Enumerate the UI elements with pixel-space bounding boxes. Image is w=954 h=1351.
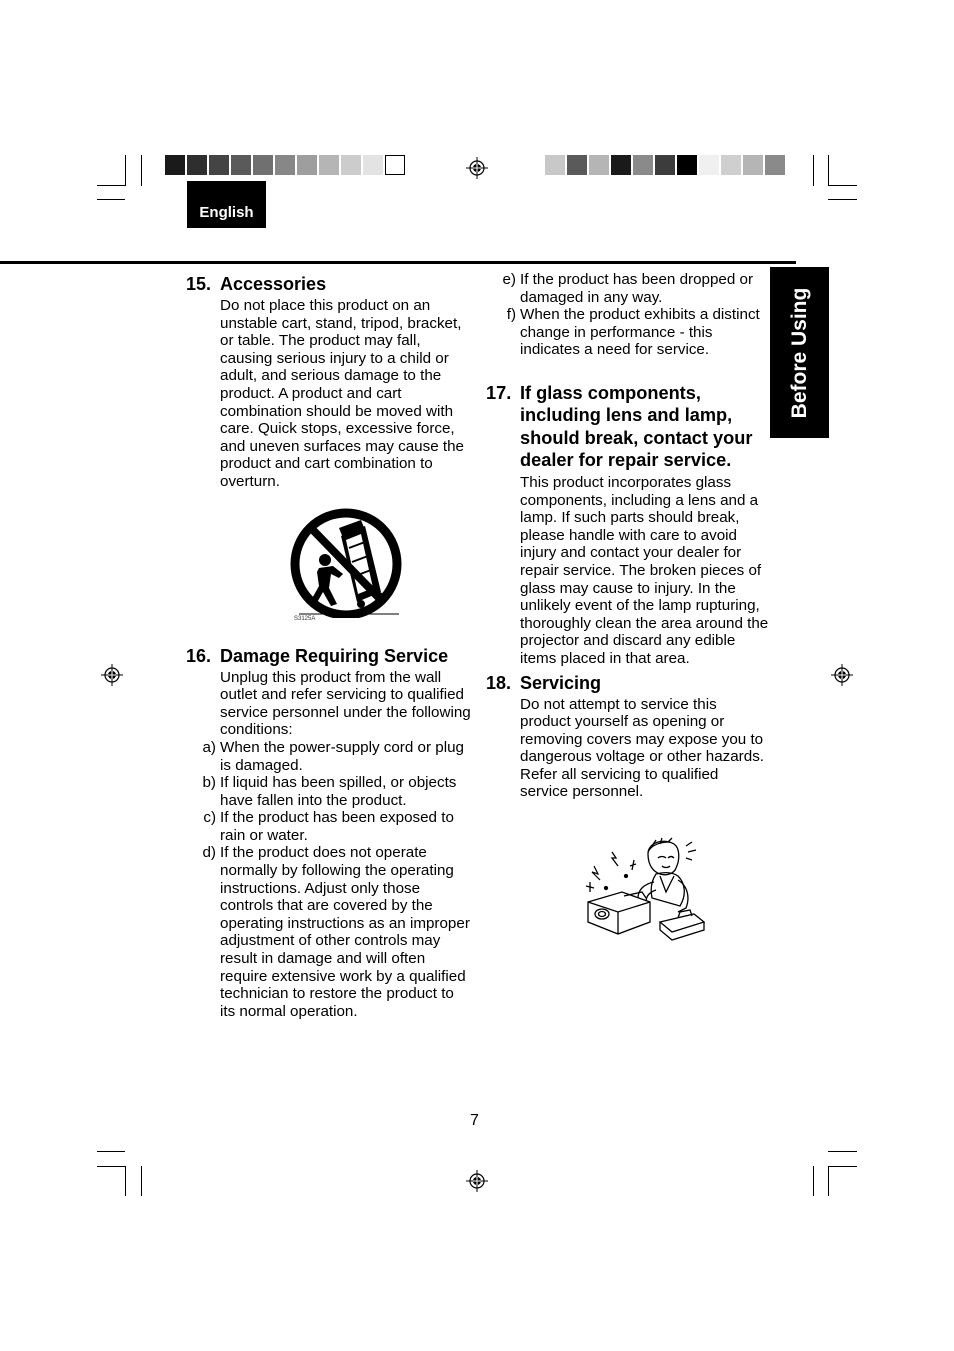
list-item-label: e) <box>502 271 516 288</box>
man-repairing-projector-icon <box>582 836 710 949</box>
section-title: Accessories <box>220 274 327 294</box>
list-item-label: b) <box>202 774 216 792</box>
section-number: 17. <box>486 382 512 403</box>
color-swatch <box>319 155 339 175</box>
header-rule <box>0 261 796 264</box>
color-calibration-strip-right <box>545 155 787 175</box>
registration-mark-icon <box>466 157 488 179</box>
cart-tipover-warning-icon <box>289 508 403 623</box>
list-item <box>186 774 471 809</box>
color-swatch <box>743 155 763 175</box>
color-swatch <box>633 155 653 175</box>
section-title: If glass components, including lens and lamp, should break, contact your dealer for repair service. <box>520 382 753 471</box>
registration-mark-icon <box>101 664 123 686</box>
list-item <box>186 809 471 844</box>
section-18-body: Do not attempt to service this product yourself as opening or removing covers may expose you to dangerous voltage or other hazards. Refer all servicing to qualified service personnel. <box>520 695 765 801</box>
section-side-tab <box>770 267 829 438</box>
color-swatch <box>721 155 741 175</box>
list-item-text: If the product has been dropped or damaged in any way. <box>520 271 754 306</box>
color-calibration-strip-left <box>165 155 407 175</box>
color-swatch <box>545 155 565 175</box>
section-17-body: This product incorporates glass components, including a lens and a lamp. If such parts should break, please handle with care to avoid injury and contact your dealer for repair service. The broken pieces of glass may cause to injury. In the unlikely event of the lamp rupturing, thoroughly clean the area around the projector and discard any edible items placed in that area. <box>520 473 769 667</box>
list-item-text: When the power-supply cord or plug is damaged. <box>220 738 464 774</box>
list-item-label: a) <box>202 738 216 756</box>
section-number: 18. <box>486 672 512 693</box>
color-swatch <box>567 155 587 175</box>
color-swatch <box>385 155 405 175</box>
color-swatch <box>655 155 675 175</box>
list-item <box>186 844 471 1020</box>
page-number: 7 <box>470 1112 479 1129</box>
registration-mark-icon <box>466 1170 488 1192</box>
list-item-text: If liquid has been spilled, or objects have fallen into the product. <box>220 774 457 809</box>
color-swatch <box>165 155 185 175</box>
language-tab <box>187 181 266 228</box>
section-15-body: Do not place this product on an unstable cart, stand, tripod, bracket, or table. The product may fall, causing serious injury to a child or adult, and serious damage to the product. A product and cart combination should be moved with care. Quick stops, excessive force, and uneven surfaces may cause the product and cart combination to overturn. <box>220 297 464 490</box>
color-swatch <box>589 155 609 175</box>
list-item-label: d) <box>202 844 216 862</box>
list-item-label: f) <box>506 306 516 324</box>
section-number: 16. <box>186 645 212 666</box>
color-swatch <box>297 155 317 175</box>
color-swatch <box>363 155 383 175</box>
list-item <box>186 739 471 774</box>
section-17-heading <box>486 382 770 472</box>
color-swatch <box>253 155 273 175</box>
list-item-label: c) <box>203 809 216 827</box>
language-tab-label: English <box>199 204 254 221</box>
section-title: Damage Requiring Service <box>220 645 449 666</box>
list-item-text: If the product has been exposed to rain or water. <box>220 809 454 844</box>
section-15-heading <box>186 273 471 295</box>
list-item <box>486 306 770 359</box>
section-16-heading <box>186 645 471 667</box>
color-swatch <box>765 155 785 175</box>
section-number: 15. <box>186 274 212 294</box>
right-column <box>486 271 770 801</box>
color-swatch <box>187 155 207 175</box>
section-title: Servicing <box>520 672 602 693</box>
section-16-body: Unplug this product from the wall outlet and refer servicing to qualified service personnel under the following conditions: <box>220 668 471 739</box>
color-swatch <box>275 155 295 175</box>
left-column <box>186 273 471 1020</box>
color-swatch <box>231 155 251 175</box>
color-swatch <box>341 155 361 175</box>
figure-code: S3125A <box>294 616 316 622</box>
section-18-heading <box>486 672 770 694</box>
list-item-text: If the product does not operate normally by following the operating instructions. Adjust only those controls that are covered by the operating instructions as an improper adjustment of other controls may result in damage and will often require extensive work by a qualified technician to restore the product to its normal operation. <box>220 844 470 1020</box>
list-item-text: When the product exhibits a distinct change in performance - this indicates a need for service. <box>520 306 760 359</box>
color-swatch <box>611 155 631 175</box>
color-swatch <box>209 155 229 175</box>
list-item <box>486 271 770 306</box>
registration-mark-icon <box>831 664 853 686</box>
color-swatch <box>677 155 697 175</box>
color-swatch <box>699 155 719 175</box>
side-tab-label: Before Using <box>787 287 811 418</box>
